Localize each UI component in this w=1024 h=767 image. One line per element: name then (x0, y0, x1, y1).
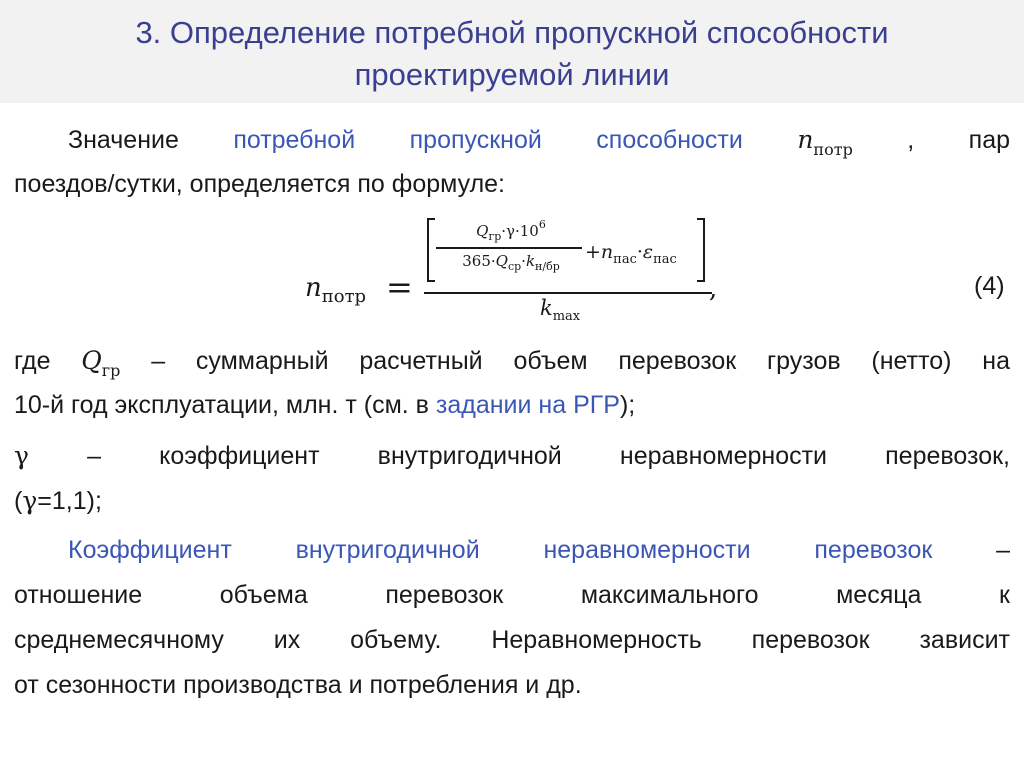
title-bar (0, 0, 1024, 103)
intro-line-2: поездов/сутки, определяется по формуле: (14, 170, 506, 198)
inner-denominator: $365\cdot Q_{ср}\cdot k_{н/бр}$ (462, 252, 560, 273)
definition-term: Коэффициент внутригодичной неравномерности перевозок (68, 536, 933, 564)
formula-equals: = (386, 268, 413, 306)
definition-line-4: от сезонности производства и потребления и др. (14, 671, 582, 699)
definition-line-2: отношение объема перевозок максимального месяца к (14, 581, 1010, 609)
highlight-term: потребной пропускной способности (233, 126, 743, 154)
inner-numerator: $Q_{гр}\cdot\gamma\cdot 10^6$ (476, 218, 546, 243)
formula-comma: , (709, 274, 718, 304)
where-line-2: 10-й год эксплуатации, млн. т (см. в задании на РГР); (14, 391, 636, 419)
where-line-3: γ – коэффициент внутригодичной неравномерности перевозок, (14, 441, 1010, 470)
definition-line-1: Коэффициент внутригодичной неравномерности перевозок – (68, 536, 1010, 564)
title-line-1: 3. Определение потребной пропускной способности (135, 15, 889, 50)
right-bracket (697, 218, 705, 282)
title-line-2: проектируемой линии (354, 57, 670, 92)
formula-number: (4) (974, 272, 1005, 300)
definition-line-3: среднемесячному их объему. Неравномерность перевозок зависит (14, 626, 1010, 654)
assignment-link[interactable]: задании на РГР (435, 391, 620, 419)
passenger-term: $+n_{пас}\cdot\varepsilon_{пас}$ (585, 241, 677, 267)
inner-fraction-bar (436, 247, 582, 249)
where-line-4: (γ=1,1); (14, 486, 102, 515)
where-line-1: где $Q_{гр}$ – суммарный расчетный объем перевозок грузов (нетто) на (14, 346, 1010, 380)
left-bracket (427, 218, 435, 282)
formula-4 (0, 216, 1024, 326)
main-fraction-bar (424, 292, 712, 294)
formula-denominator: $k_{max}$ (540, 296, 581, 324)
slide-title (0, 12, 1024, 96)
formula-lhs: $n_{потр}$ (305, 273, 367, 307)
intro-line-1: Значение потребной пропускной способности $n_{потр}$ , пар (68, 125, 1010, 159)
